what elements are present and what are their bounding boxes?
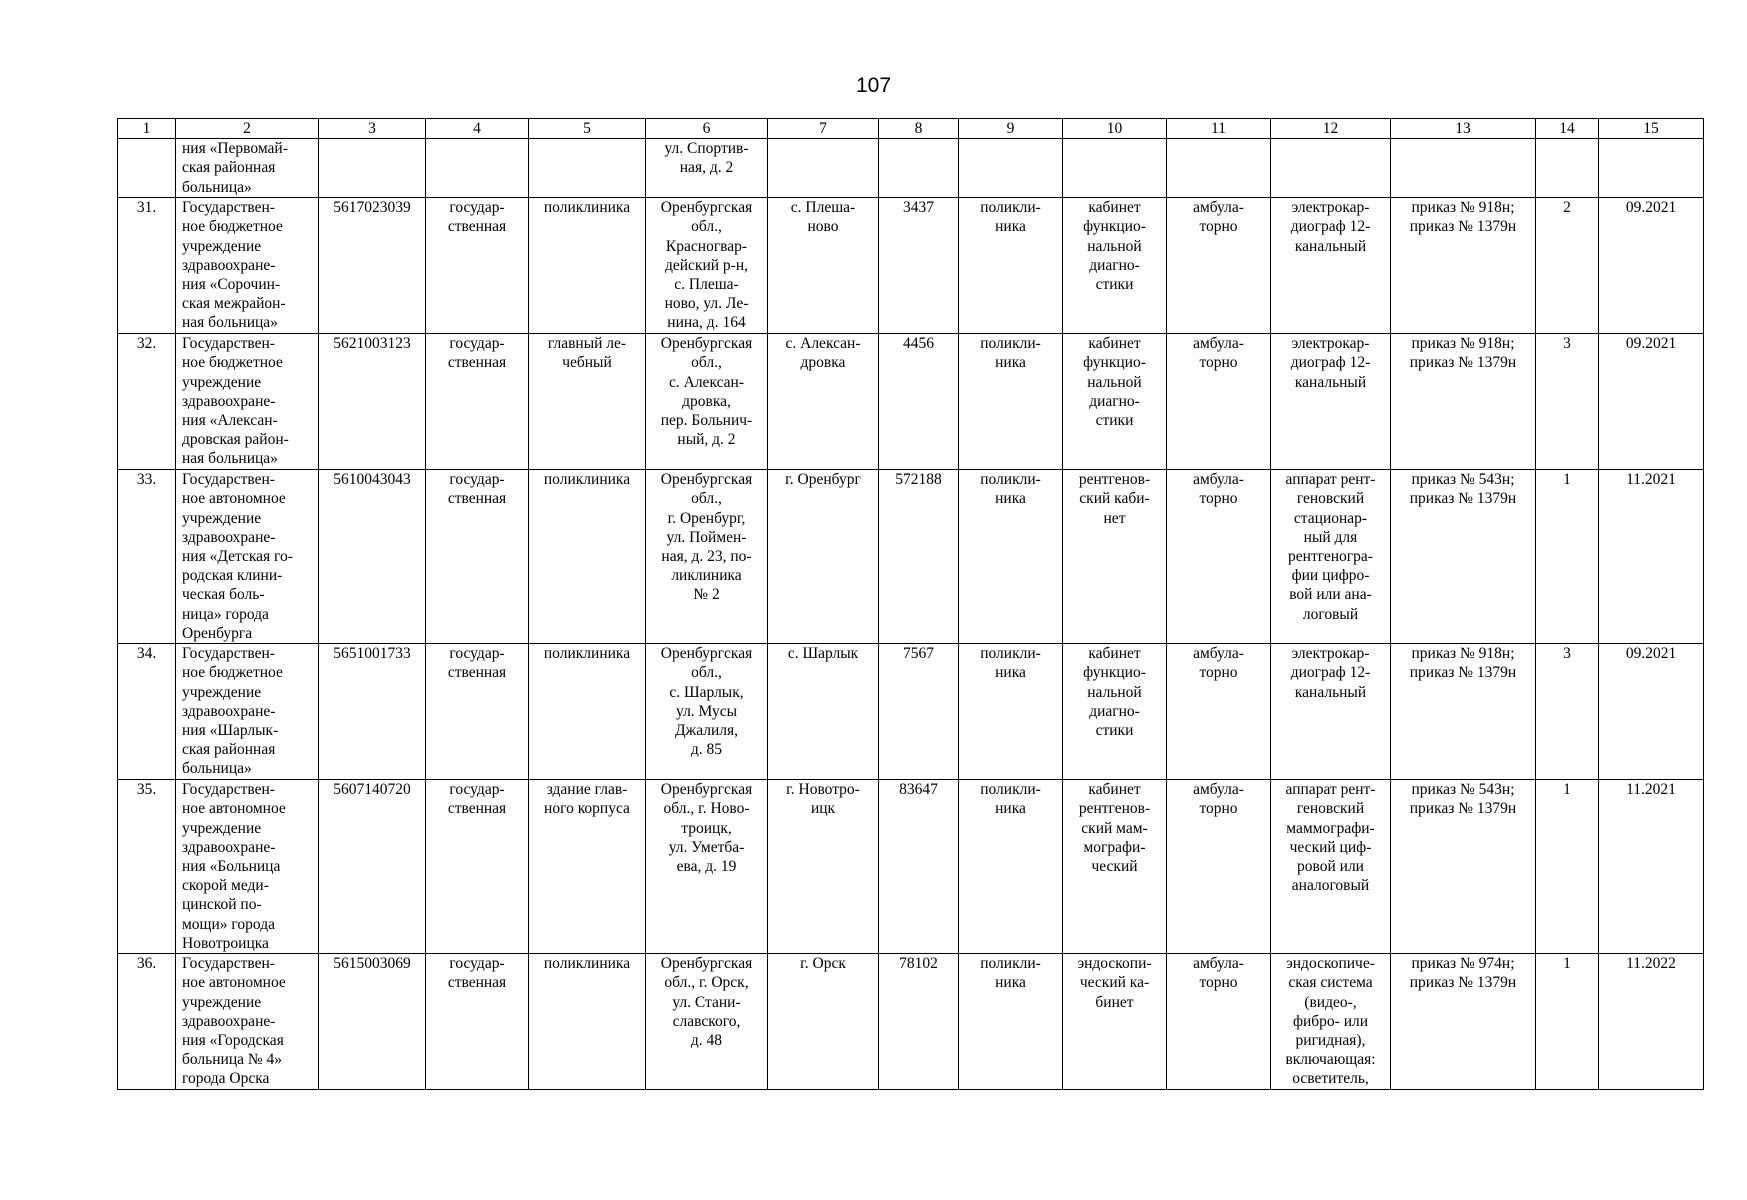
column-number: 11 — [1167, 119, 1271, 139]
room-cell: рентгенов- ский каби- нет — [1063, 470, 1167, 644]
date-cell: 09.2021 — [1599, 644, 1704, 780]
column-number-row — [118, 119, 1704, 139]
address-cell: Оренбургская обл., Красногвар- дейский р-н, с. Плеша- ново, ул. Ле- нина, д. 164 — [646, 198, 768, 334]
order-reference-cell: приказ № 543н; приказ № 1379н — [1391, 780, 1536, 954]
quantity-cell: 1 — [1536, 470, 1599, 644]
quantity-cell: 1 — [1536, 954, 1599, 1089]
inn-cell: 5651001733 — [319, 644, 426, 780]
date-cell: 11.2022 — [1599, 954, 1704, 1089]
inn-cell: 5610043043 — [319, 470, 426, 644]
institution-name-cell: Государствен- ное бюджетное учреждение здравоохране- ния «Алексан- дровская район- ная больница» — [176, 334, 319, 470]
institution-name-cell: Государствен- ное автономное учреждение здравоохране- ния «Детская го- родская клини- ческая боль- ница» города Оренбурга — [176, 470, 319, 644]
building-type-cell: здание глав- ного корпуса — [529, 780, 646, 954]
room-cell: кабинет рентгенов- ский мам- мографи- ческий — [1063, 780, 1167, 954]
equipment-cell: аппарат рент- геновский стационар- ный для рентгеногра- фии цифро- вой или ана- логовый — [1271, 470, 1391, 644]
column-number: 10 — [1063, 119, 1167, 139]
locality-cell: г. Новотро- ицк — [768, 780, 879, 954]
row-number-cell: 33. — [118, 470, 176, 644]
registry-table — [117, 118, 1704, 1090]
order-reference-cell — [1391, 139, 1536, 198]
column-number: 1 — [118, 119, 176, 139]
locality-cell: г. Орск — [768, 954, 879, 1089]
address-cell: Оренбургская обл., с. Алексан- дровка, пер. Больнич- ный, д. 2 — [646, 334, 768, 470]
date-cell — [1599, 139, 1704, 198]
room-cell — [1063, 139, 1167, 198]
equipment-cell: электрокар- диограф 12- канальный — [1271, 198, 1391, 334]
room-cell: кабинет функцио- нальной диагно- стики — [1063, 334, 1167, 470]
room-cell: кабинет функцио- нальной диагно- стики — [1063, 644, 1167, 780]
unit-type-cell: поликли- ника — [959, 954, 1063, 1089]
population-cell: 7567 — [879, 644, 959, 780]
unit-type-cell: поликли- ника — [959, 780, 1063, 954]
table-row — [118, 470, 1704, 644]
care-condition-cell: амбула- торно — [1167, 954, 1271, 1089]
institution-name-cell: Государствен- ное автономное учреждение здравоохране- ния «Больница скорой меди- цинской по- мощи» города Новотроицка — [176, 780, 319, 954]
quantity-cell — [1536, 139, 1599, 198]
column-number: 14 — [1536, 119, 1599, 139]
row-number-cell: 36. — [118, 954, 176, 1089]
date-cell: 11.2021 — [1599, 780, 1704, 954]
population-cell: 3437 — [879, 198, 959, 334]
inn-cell: 5607140720 — [319, 780, 426, 954]
institution-name-cell: ния «Первомай- ская районная больница» — [176, 139, 319, 198]
inn-cell — [319, 139, 426, 198]
column-number: 9 — [959, 119, 1063, 139]
locality-cell — [768, 139, 879, 198]
population-cell: 4456 — [879, 334, 959, 470]
building-type-cell: поликлиника — [529, 470, 646, 644]
population-cell — [879, 139, 959, 198]
room-cell: кабинет функцио- нальной диагно- стики — [1063, 198, 1167, 334]
order-reference-cell: приказ № 974н; приказ № 1379н — [1391, 954, 1536, 1089]
date-cell: 11.2021 — [1599, 470, 1704, 644]
quantity-cell: 2 — [1536, 198, 1599, 334]
row-number-cell: 32. — [118, 334, 176, 470]
locality-cell: с. Шарлык — [768, 644, 879, 780]
care-condition-cell: амбула- торно — [1167, 780, 1271, 954]
building-type-cell: поликлиника — [529, 198, 646, 334]
ownership-form-cell: государ- ственная — [426, 198, 529, 334]
building-type-cell: главный ле- чебный — [529, 334, 646, 470]
address-cell: Оренбургская обл., г. Ново- троицк, ул. Уметба- ева, д. 19 — [646, 780, 768, 954]
order-reference-cell: приказ № 918н; приказ № 1379н — [1391, 644, 1536, 780]
inn-cell: 5621003123 — [319, 334, 426, 470]
unit-type-cell: поликли- ника — [959, 198, 1063, 334]
inn-cell: 5617023039 — [319, 198, 426, 334]
inn-cell: 5615003069 — [319, 954, 426, 1089]
quantity-cell: 3 — [1536, 334, 1599, 470]
column-number: 6 — [646, 119, 768, 139]
address-cell: Оренбургская обл., г. Орск, ул. Стани- славского, д. 48 — [646, 954, 768, 1089]
row-number-cell — [118, 139, 176, 198]
table-row — [118, 644, 1704, 780]
equipment-cell — [1271, 139, 1391, 198]
population-cell: 83647 — [879, 780, 959, 954]
column-number: 5 — [529, 119, 646, 139]
row-number-cell: 31. — [118, 198, 176, 334]
column-number: 2 — [176, 119, 319, 139]
quantity-cell: 1 — [1536, 780, 1599, 954]
quantity-cell: 3 — [1536, 644, 1599, 780]
date-cell: 09.2021 — [1599, 334, 1704, 470]
ownership-form-cell: государ- ственная — [426, 334, 529, 470]
order-reference-cell: приказ № 543н; приказ № 1379н — [1391, 470, 1536, 644]
column-number: 3 — [319, 119, 426, 139]
room-cell: эндоскопи- ческий ка- бинет — [1063, 954, 1167, 1089]
column-number: 15 — [1599, 119, 1704, 139]
population-cell: 78102 — [879, 954, 959, 1089]
unit-type-cell: поликли- ника — [959, 334, 1063, 470]
locality-cell: г. Оренбург — [768, 470, 879, 644]
building-type-cell: поликлиника — [529, 644, 646, 780]
row-number-cell: 35. — [118, 780, 176, 954]
care-condition-cell: амбула- торно — [1167, 334, 1271, 470]
equipment-cell: электрокар- диограф 12- канальный — [1271, 644, 1391, 780]
population-cell: 572188 — [879, 470, 959, 644]
unit-type-cell: поликли- ника — [959, 470, 1063, 644]
order-reference-cell: приказ № 918н; приказ № 1379н — [1391, 334, 1536, 470]
ownership-form-cell: государ- ственная — [426, 954, 529, 1089]
row-number-cell: 34. — [118, 644, 176, 780]
page-number: 107 — [855, 74, 892, 97]
order-reference-cell: приказ № 918н; приказ № 1379н — [1391, 198, 1536, 334]
building-type-cell: поликлиника — [529, 954, 646, 1089]
unit-type-cell: поликли- ника — [959, 644, 1063, 780]
column-number: 7 — [768, 119, 879, 139]
address-cell: ул. Спортив- ная, д. 2 — [646, 139, 768, 198]
column-number: 13 — [1391, 119, 1536, 139]
building-type-cell — [529, 139, 646, 198]
institution-name-cell: Государствен- ное автономное учреждение здравоохране- ния «Городская больница № 4» города Орска — [176, 954, 319, 1089]
institution-name-cell: Государствен- ное бюджетное учреждение здравоохране- ния «Шарлык- ская районная больница» — [176, 644, 319, 780]
ownership-form-cell: государ- ственная — [426, 644, 529, 780]
institution-name-cell: Государствен- ное бюджетное учреждение здравоохране- ния «Сорочин- ская межрайон- ная больница» — [176, 198, 319, 334]
care-condition-cell: амбула- торно — [1167, 644, 1271, 780]
care-condition-cell: амбула- торно — [1167, 470, 1271, 644]
address-cell: Оренбургская обл., с. Шарлык, ул. Мусы Джалиля, д. 85 — [646, 644, 768, 780]
locality-cell: с. Алексан- дровка — [768, 334, 879, 470]
table-row — [118, 954, 1704, 1089]
ownership-form-cell: государ- ственная — [426, 780, 529, 954]
care-condition-cell: амбула- торно — [1167, 198, 1271, 334]
ownership-form-cell — [426, 139, 529, 198]
unit-type-cell — [959, 139, 1063, 198]
column-number: 8 — [879, 119, 959, 139]
address-cell: Оренбургская обл., г. Оренбург, ул. Поймен- ная, д. 23, по- ликлиника № 2 — [646, 470, 768, 644]
equipment-cell: электрокар- диограф 12- канальный — [1271, 334, 1391, 470]
equipment-cell: аппарат рент- геновский маммографи- ческий циф- ровой или аналоговый — [1271, 780, 1391, 954]
column-number: 12 — [1271, 119, 1391, 139]
table-row — [118, 780, 1704, 954]
table-row — [118, 198, 1704, 334]
ownership-form-cell: государ- ственная — [426, 470, 529, 644]
table-row — [118, 334, 1704, 470]
care-condition-cell — [1167, 139, 1271, 198]
date-cell: 09.2021 — [1599, 198, 1704, 334]
table-row — [118, 139, 1704, 198]
equipment-cell: эндоскопиче- ская система (видео-, фибро- или ригидная), включающая: осветитель, — [1271, 954, 1391, 1089]
column-number: 4 — [426, 119, 529, 139]
locality-cell: с. Плеша- ново — [768, 198, 879, 334]
